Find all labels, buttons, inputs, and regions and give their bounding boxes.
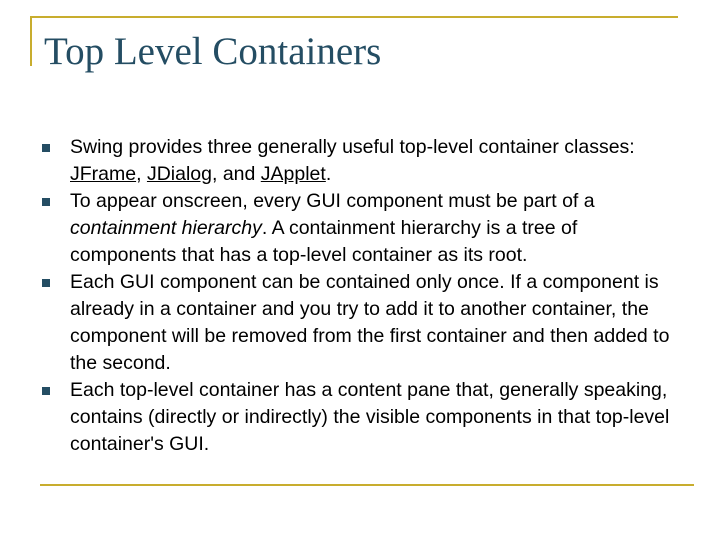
bullet-list [42, 134, 682, 458]
bullet-item-1 [42, 134, 682, 188]
bullet-1-text-part: , [136, 163, 147, 185]
left-accent-rule [30, 16, 32, 66]
top-accent-rule [30, 16, 678, 18]
bullet-1-text-part: Swing provides three generally useful top-level container classes: [70, 136, 635, 158]
bullet-1-text-part: , and [211, 163, 261, 185]
japplet-term: JApplet [260, 163, 326, 185]
square-bullet-icon [42, 144, 50, 152]
containment-hierarchy-term: containment hierarchy [70, 217, 262, 239]
square-bullet-icon [42, 198, 50, 206]
bullet-item-3 [42, 269, 682, 377]
bullet-4-text: Each top-level container has a content pane that, generally speaking, contains (directly or indirectly) the visible components in that top-level container's GUI. [70, 379, 670, 455]
jframe-term: JFrame [70, 163, 137, 185]
bullet-1-text-part: . [325, 163, 332, 185]
bullet-3-text: Each GUI component can be contained only once. If a component is already in a container and you try to add it to another container, the component will be removed from the first container and then added to the second. [70, 271, 670, 374]
bullet-item-4 [42, 377, 682, 458]
jdialog-term: JDialog [146, 163, 212, 185]
square-bullet-icon [42, 279, 50, 287]
square-bullet-icon [42, 387, 50, 395]
bullet-2-text-part: . A containment hierarchy is a tree of components that has a top-level container as its root. [70, 217, 578, 266]
slide-title: Top Level Containers [44, 30, 382, 73]
bullet-1-text [70, 136, 635, 185]
bullet-2-text-part: To appear onscreen, every GUI component must be part of a [70, 190, 595, 212]
bullet-item-2 [42, 188, 682, 269]
bottom-accent-rule [40, 484, 694, 486]
bullet-2-text [70, 190, 595, 266]
